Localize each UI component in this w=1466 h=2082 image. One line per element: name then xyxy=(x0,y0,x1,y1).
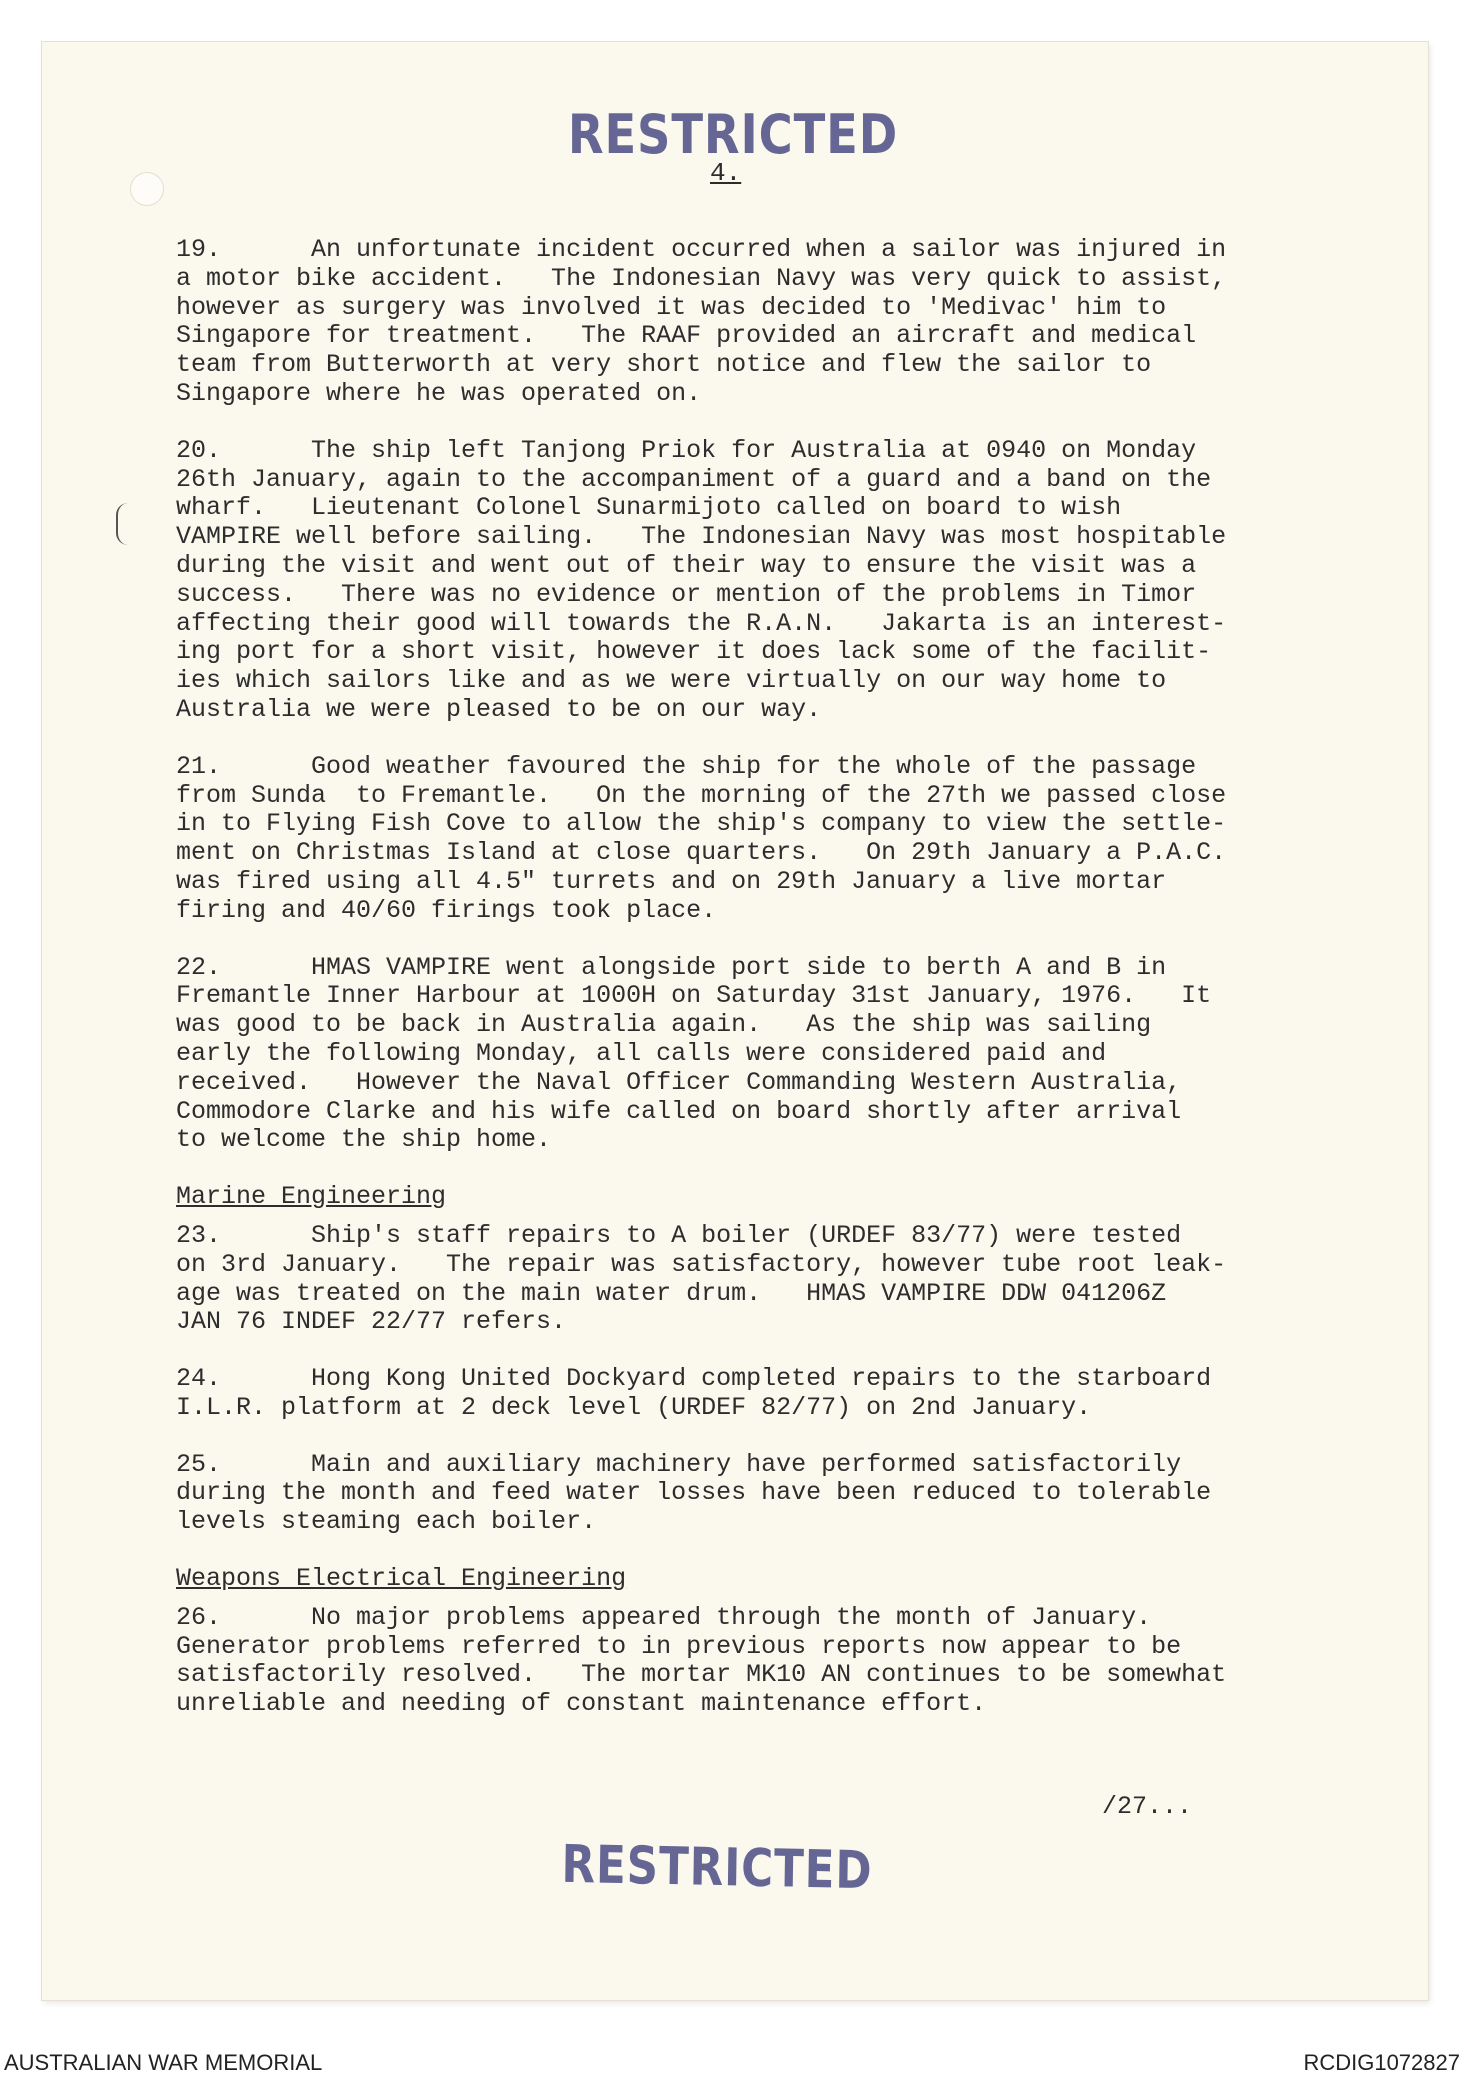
page-number: 4. xyxy=(710,158,742,188)
footer-record-id: RCDIG1072827 xyxy=(1303,2050,1460,2075)
paragraph-21: 21. Good weather favoured the ship for the whole of the passage from Sunda to Fremantle. On the morning of the 27th we passed close in to Flying Fish Cove to allow the ship's company to view the settle- ment on Christmas Island at close quarters. On 29th January a P.A.C. was fired using all 4.5" turrets and on 29th January a live mortar firing and 40/60 firings took place. xyxy=(176,751,1227,925)
paragraph-24: 24. Hong Kong United Dockyard completed repairs to the starboard I.L.R. platform at 2 deck level (URDEF 82/77) on 2nd January. xyxy=(176,1364,1212,1422)
footer-archive-name: AUSTRALIAN WAR MEMORIAL xyxy=(4,2050,323,2075)
punch-hole xyxy=(130,172,164,206)
continuation-marker: /27... xyxy=(1102,1792,1193,1821)
restricted-stamp-bottom: RESTRICTED xyxy=(561,1834,873,1902)
paragraph-22: 22. HMAS VAMPIRE went alongside port side to berth A and B in Fremantle Inner Harbour at 1000H on Saturday 31st January, 1976. It was good to be back in Australia again. As the ship was sailing early the following Monday, all calls were considered paid and received. However the Naval Officer Commanding Western Australia, Commodore Clarke and his wife called on board shortly after arrival to welcome the ship home. xyxy=(176,952,1212,1155)
restricted-stamp-top: RESTRICTED xyxy=(567,103,899,166)
section-heading-marine-engineering: Marine Engineering xyxy=(176,1182,447,1212)
paragraph-20: 20. The ship left Tanjong Priok for Australia at 0940 on Monday 26th January, again to the accompaniment of a guard and a band on the wharf. Lieutenant Colonel Sunarmijoto called on board to wish VAMPIRE well before sailing. The Indonesian Navy was most hospitable during the visit and went out of their way to ensure the visit was a success. There was no evidence or mention of the problems in Timor affecting their good will towards the R.A.N. Jakarta is an interest- ing port for a short visit, however it does lack some of the facilit- ies which sailors like and as we were virtually on our way home to Australia we were pleased to be on our way. xyxy=(176,435,1227,724)
paragraph-25: 25. Main and auxiliary machinery have performed satisfactorily during the month and feed water losses have been reduced to tolerable levels steaming each boiler. xyxy=(176,1449,1212,1537)
margin-pen-mark xyxy=(116,503,128,545)
section-heading-weapons-electrical-engineering: Weapons Electrical Engineering xyxy=(176,1564,627,1594)
paragraph-23: 23. Ship's staff repairs to A boiler (URDEF 83/77) were tested on 3rd January. The repair was satisfactory, however tube root leak- age was treated on the main water drum. HMAS VAMPIRE DDW 041206Z JAN 76 INDEF 22/77 refers. xyxy=(176,1220,1227,1337)
paragraph-19: 19. An unfortunate incident occurred when a sailor was injured in a motor bike accident. The Indonesian Navy was very quick to assist, however as surgery was involved it was decided to 'Medivac' him to Singapore for treatment. The RAAF provided an aircraft and medical team from Butterworth at very short notice and flew the sailor to Singapore where he was operated on. xyxy=(176,235,1227,408)
document-body xyxy=(176,236,1376,1747)
paragraph-26: 26. No major problems appeared through the month of January. Generator problems referred to in previous reports now appear to be satisfactorily resolved. The mortar MK10 AN continues to be somewhat unreliable and needing of constant maintenance effort. xyxy=(176,1602,1227,1719)
